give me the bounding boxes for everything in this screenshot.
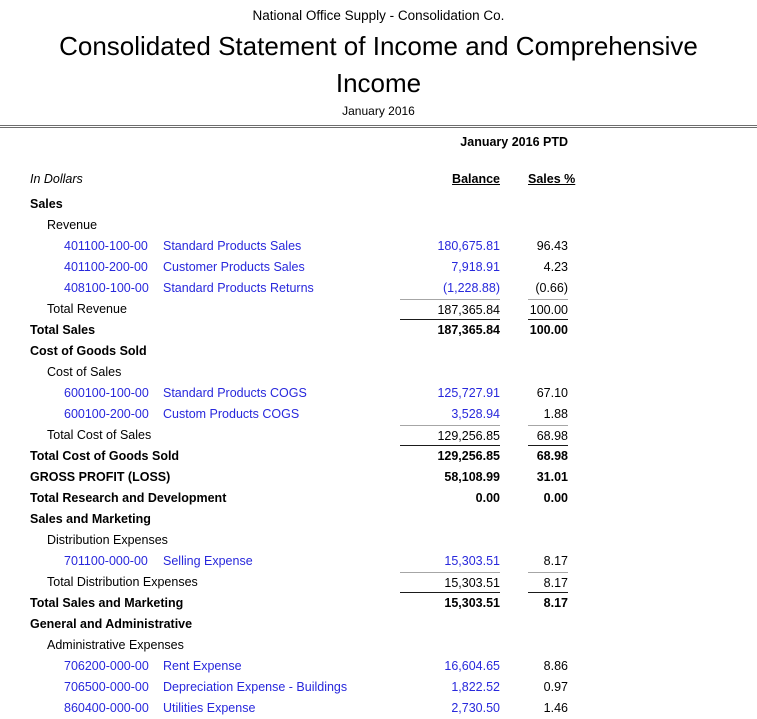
column-header-row xyxy=(0,169,757,190)
balance-value: 15,303.51 xyxy=(400,572,500,593)
balance-value xyxy=(400,215,500,236)
row-label: Total Sales xyxy=(30,323,96,337)
balance-value[interactable]: 125,727.91 xyxy=(437,386,500,400)
sales-pct-value: 96.43 xyxy=(536,239,568,253)
row-label-area xyxy=(0,194,400,215)
balance-value[interactable]: 3,528.94 xyxy=(451,407,500,421)
row-label: Total Research and Development xyxy=(30,491,227,505)
account-name-link[interactable]: Standard Products Sales xyxy=(163,239,302,253)
report-row xyxy=(0,488,757,509)
sales-pct-value xyxy=(528,509,568,530)
report-row xyxy=(0,635,757,656)
account-number-link[interactable]: 401100-100-00 xyxy=(64,239,148,253)
account-number-link[interactable]: 408100-100-00 xyxy=(64,281,149,295)
sales-pct-value xyxy=(528,614,568,635)
account-number-link[interactable]: 600100-200-00 xyxy=(64,407,149,421)
row-label-area xyxy=(0,169,400,190)
row-label-area xyxy=(0,404,400,425)
row-label: Cost of Sales xyxy=(47,365,122,379)
row-label-area xyxy=(0,236,400,257)
report-row xyxy=(0,677,757,698)
balance-value: 187,365.84 xyxy=(437,323,500,337)
row-label: Total Cost of Sales xyxy=(47,428,152,442)
report-row xyxy=(0,383,757,404)
report-row xyxy=(0,299,757,320)
sales-pct-value: 8.17 xyxy=(528,572,568,593)
balance-value[interactable]: 1,822.52 xyxy=(451,680,500,694)
sales-pct-value: 1.88 xyxy=(543,407,568,421)
sales-pct-value: 100.00 xyxy=(528,299,568,320)
report-row xyxy=(0,593,757,614)
report-row xyxy=(0,320,757,341)
balance-value xyxy=(400,614,500,635)
row-label-area xyxy=(0,278,400,299)
report-row xyxy=(0,236,757,257)
account-number-link[interactable]: 401100-200-00 xyxy=(64,260,148,274)
row-label-area xyxy=(0,425,400,446)
column-group-row xyxy=(0,132,757,153)
row-label-area xyxy=(0,593,400,614)
row-label: Revenue xyxy=(47,218,98,232)
row-label-area xyxy=(0,656,400,677)
unit-label: In Dollars xyxy=(30,172,83,186)
report-row xyxy=(0,614,757,635)
sales-pct-value: (0.66) xyxy=(535,281,568,295)
report-row xyxy=(0,698,757,719)
column-group-header: January 2016 PTD xyxy=(460,135,568,149)
sales-pct-value: 8.17 xyxy=(543,554,568,568)
report-row xyxy=(0,404,757,425)
balance-value xyxy=(400,635,500,656)
report-title: Consolidated Statement of Income and Comprehensive Income xyxy=(59,31,698,98)
sales-pct-value xyxy=(528,341,568,362)
balance-value[interactable]: (1,228.88) xyxy=(443,281,500,295)
report-row xyxy=(0,341,757,362)
balance-value: 187,365.84 xyxy=(400,299,500,320)
row-label: GROSS PROFIT (LOSS) xyxy=(30,470,171,484)
row-label: Total Sales and Marketing xyxy=(30,596,184,610)
sales-pct-value: 0.00 xyxy=(543,491,568,505)
balance-value xyxy=(400,362,500,383)
sales-pct-value: 31.01 xyxy=(536,470,568,484)
report-row xyxy=(0,446,757,467)
report-row xyxy=(0,362,757,383)
row-label: Sales xyxy=(30,197,63,211)
row-label-area xyxy=(0,257,400,278)
row-label-area xyxy=(0,698,400,719)
row-label: General and Administrative xyxy=(30,617,193,631)
row-label-area xyxy=(0,341,400,362)
sales-pct-value: 1.46 xyxy=(543,701,568,715)
account-name-link[interactable]: Selling Expense xyxy=(163,554,253,568)
sales-pct-value xyxy=(528,635,568,656)
sales-pct-value: 8.86 xyxy=(543,659,568,673)
account-number-link[interactable]: 860400-000-00 xyxy=(64,701,149,715)
report-body xyxy=(0,194,757,719)
balance-value: 129,256.85 xyxy=(400,425,500,446)
balance-value xyxy=(400,341,500,362)
balance-value: 15,303.51 xyxy=(444,596,500,610)
sales-pct-value xyxy=(528,530,568,551)
account-number-link[interactable]: 706500-000-00 xyxy=(64,680,149,694)
row-label-area xyxy=(0,362,400,383)
report-row xyxy=(0,509,757,530)
row-label: Cost of Goods Sold xyxy=(30,344,147,358)
balance-value xyxy=(400,194,500,215)
balance-column-header: Balance xyxy=(452,172,500,186)
report-row xyxy=(0,551,757,572)
report-row xyxy=(0,656,757,677)
balance-value xyxy=(400,530,500,551)
account-number-link[interactable]: 600100-100-00 xyxy=(64,386,149,400)
company-name: National Office Supply - Consolidation Co. xyxy=(252,8,505,23)
sales-pct-value: 100.00 xyxy=(529,323,568,337)
account-number-link[interactable]: 701100-000-00 xyxy=(64,554,148,568)
row-label-area xyxy=(0,572,400,593)
sales-pct-value xyxy=(528,215,568,236)
row-label: Distribution Expenses xyxy=(47,533,168,547)
row-label-area xyxy=(0,299,400,320)
row-label-area xyxy=(0,551,400,572)
balance-value xyxy=(400,509,500,530)
sales-pct-value: 68.98 xyxy=(536,449,568,463)
report-row xyxy=(0,572,757,593)
balance-value[interactable]: 7,918.91 xyxy=(451,260,500,274)
row-label-area xyxy=(0,446,400,467)
sales-pct-column-header: Sales % xyxy=(528,172,576,186)
sales-pct-value xyxy=(528,194,568,215)
row-label: Total Cost of Goods Sold xyxy=(30,449,180,463)
account-name-link[interactable]: Depreciation Expense - Buildings xyxy=(163,680,348,694)
row-label: Total Revenue xyxy=(47,302,127,316)
sales-pct-value: 67.10 xyxy=(536,386,568,400)
sales-pct-value: 0.97 xyxy=(543,680,568,694)
account-name-link[interactable]: Rent Expense xyxy=(163,659,242,673)
account-name-link[interactable]: Custom Products COGS xyxy=(163,407,300,421)
report-row xyxy=(0,278,757,299)
report-row xyxy=(0,257,757,278)
row-label-area xyxy=(0,635,400,656)
row-label: Sales and Marketing xyxy=(30,512,151,526)
row-label-area xyxy=(0,320,400,341)
row-label-area xyxy=(0,530,400,551)
row-label-area xyxy=(0,467,400,488)
row-label: Total Distribution Expenses xyxy=(47,575,198,589)
header-divider xyxy=(0,125,757,128)
balance-value[interactable]: 15,303.51 xyxy=(444,554,500,568)
report-row xyxy=(0,530,757,551)
sales-pct-value: 4.23 xyxy=(543,260,568,274)
account-number-link[interactable]: 706200-000-00 xyxy=(64,659,149,673)
balance-value: 58,108.99 xyxy=(444,470,500,484)
account-name-link[interactable]: Utilities Expense xyxy=(163,701,256,715)
row-label-area xyxy=(0,488,400,509)
sales-pct-value: 8.17 xyxy=(543,596,568,610)
account-name-link[interactable]: Standard Products COGS xyxy=(163,386,307,400)
balance-value: 0.00 xyxy=(475,491,500,505)
balance-value[interactable]: 180,675.81 xyxy=(437,239,500,253)
report-row xyxy=(0,467,757,488)
account-name-link[interactable]: Standard Products Returns xyxy=(163,281,314,295)
sales-pct-value xyxy=(528,362,568,383)
account-name-link[interactable]: Customer Products Sales xyxy=(163,260,305,274)
report-period: January 2016 xyxy=(342,104,415,118)
report-row xyxy=(0,425,757,446)
balance-value: 129,256.85 xyxy=(437,449,500,463)
row-label-area xyxy=(0,677,400,698)
balance-value[interactable]: 2,730.50 xyxy=(451,701,500,715)
balance-value[interactable]: 16,604.65 xyxy=(444,659,500,673)
row-label-area xyxy=(0,383,400,404)
report-row xyxy=(0,194,757,215)
sales-pct-value: 68.98 xyxy=(528,425,568,446)
row-label-area xyxy=(0,614,400,635)
row-label: Administrative Expenses xyxy=(47,638,184,652)
row-label-area xyxy=(0,215,400,236)
row-label-area xyxy=(0,509,400,530)
report-row xyxy=(0,215,757,236)
